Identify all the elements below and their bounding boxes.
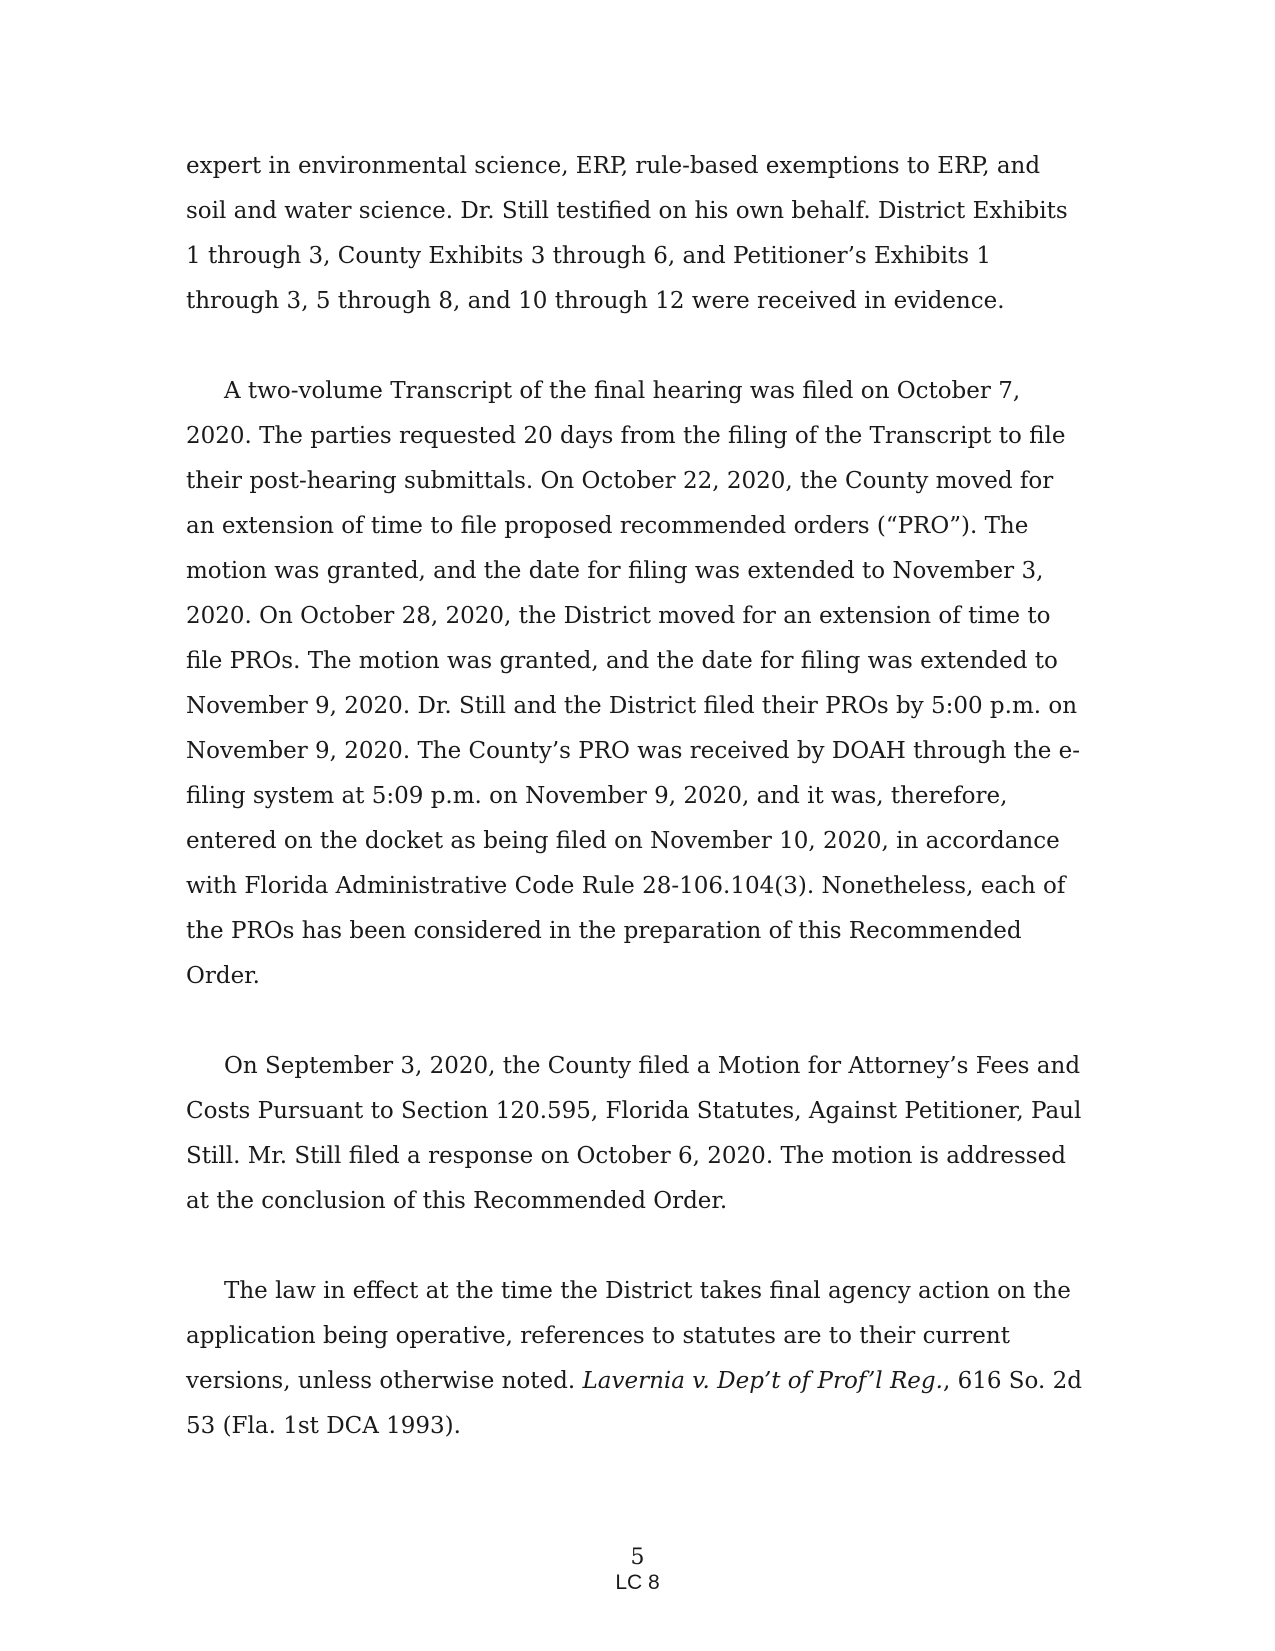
paragraph-attorney-fees: On September 3, 2020, the County filed a Motion for Attorney’s Fees and Costs Pursuant to Section 120.595, Florida Statutes, Against Petitioner, Paul Still. Mr. Still filed a response on October 6, 2020. The motion is addressed at the conclusion of this Recommended Order. — [186, 1053, 1082, 1214]
footer-label: LC 8 — [615, 1571, 660, 1594]
paragraph-applicable-law — [186, 1269, 1086, 1449]
paragraph-transcript: A two-volume Transcript of the final hearing was filed on October 7, 2020. The parties requested 20 days from the filing of the Transcript to file their post-hearing submittals. On October 22, 2020, the County moved for an extension of time to file proposed recommended orders (“PRO”). The motion was granted, and the date for filing was extended to November 3, 2020. On October 28, 2020, the District moved for an extension of time to file PROs. The motion was granted, and the date for filing was extended to November 9, 2020. Dr. Still and the District filed their PROs by 5:00 p.m. on November 9, 2020. The County’s PRO was received by DOAH through the e-filing system at 5:09 p.m. on November 9, 2020, and it was, therefore, entered on the docket as being filed on November 10, 2020, in accordance with Florida Administrative Code Rule 28-106.104(3). Nonetheless, each of the PROs has been considered in the preparation of this Recommended Order. — [186, 378, 1081, 989]
paragraph-applicable-law-text: The law in effect at the time the District takes final agency action on the application being operative, references to statutes are to their current versions, unless otherwise noted. — [186, 1278, 1071, 1394]
case-citation-name: Lavernia v. Dep’t of Prof’l Reg. — [582, 1368, 943, 1394]
page-number: 5 — [630, 1545, 645, 1570]
document-body — [186, 144, 1086, 1449]
paragraph-exhibits: expert in environmental science, ERP, rule-based exemptions to ERP, and soil and water science. Dr. Still testified on his own behalf. District Exhibits 1 through 3, County Exhibits 3 through 6, and Petitioner’s Exhibits 1 through 3, 5 through 8, and 10 through 12 were received in evidence. — [186, 153, 1068, 314]
paragraph-applicable-law-citation: , 616 So. 2d 53 (Fla. 1st DCA 1993). — [186, 1368, 1082, 1439]
